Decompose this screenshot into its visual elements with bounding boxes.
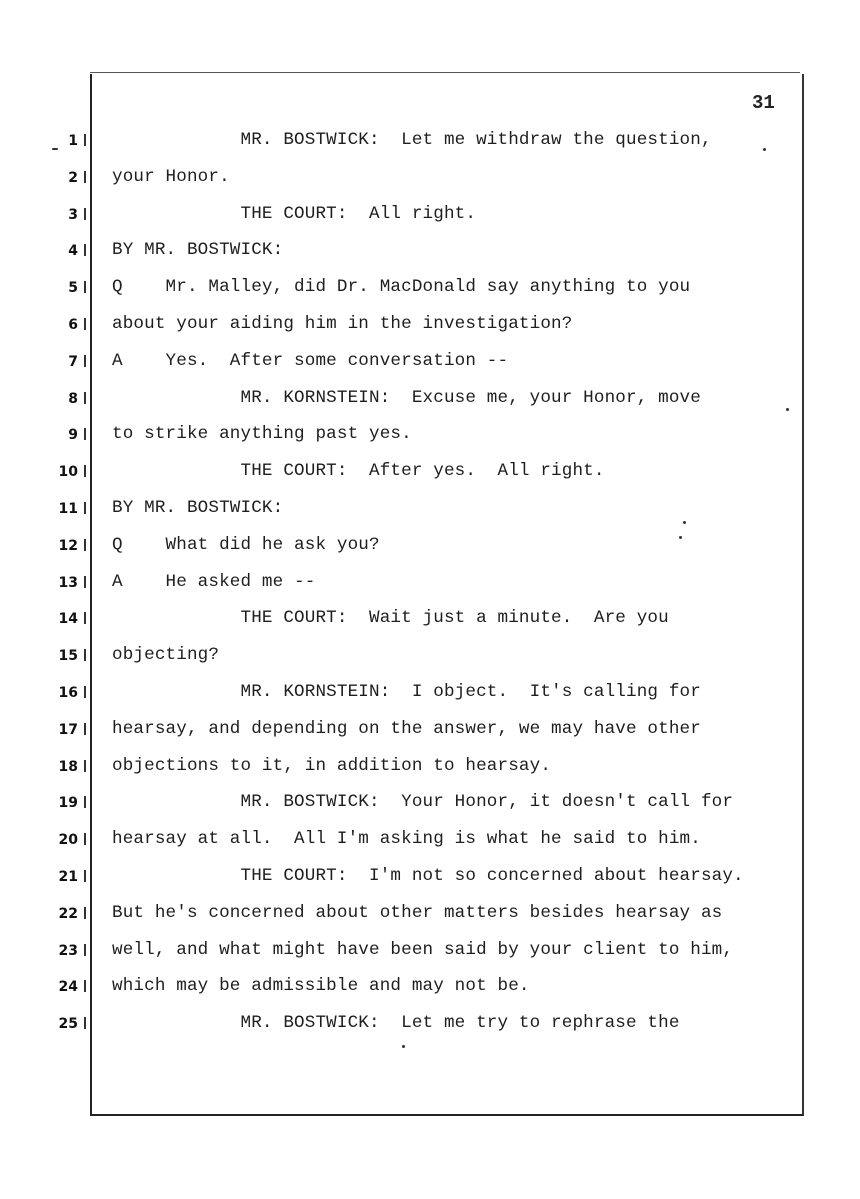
margin-tick — [84, 392, 86, 404]
transcript-line: objecting? — [112, 645, 220, 666]
margin-tick — [84, 649, 86, 661]
scan-speck — [763, 148, 766, 151]
transcript-line: hearsay, and depending on the answer, we may have other — [112, 718, 701, 739]
margin-tick — [84, 723, 86, 735]
line-number: 23 — [58, 942, 78, 959]
line-number: 4 — [68, 243, 78, 260]
line-number: 25 — [58, 1016, 78, 1033]
line-number: 8 — [68, 390, 78, 407]
line-number: 10 — [58, 464, 78, 481]
transcript-line: BY MR. BOSTWICK: — [112, 240, 284, 261]
margin-tick — [84, 355, 86, 367]
line-number: 7 — [68, 353, 78, 370]
transcript-line: hearsay at all. All I'm asking is what he said to him. — [112, 829, 701, 850]
transcript-line: to strike anything past yes. — [112, 424, 412, 445]
transcript-line: objections to it, in addition to hearsay. — [112, 755, 552, 776]
margin-tick — [84, 686, 86, 698]
transcript-line: A He asked me -- — [112, 571, 316, 592]
page-frame-top — [90, 72, 800, 73]
scan-speck — [402, 1045, 405, 1048]
line-number: 5 — [68, 280, 78, 297]
margin-tick — [84, 833, 86, 845]
margin-tick — [84, 318, 86, 330]
transcript-line: BY MR. BOSTWICK: — [112, 498, 284, 518]
transcript-line: MR. BOSTWICK: Let me try to rephrase the — [112, 1013, 680, 1034]
page-frame — [90, 74, 804, 1116]
line-number: 18 — [58, 758, 78, 775]
line-number: 3 — [68, 206, 78, 223]
margin-tick — [84, 171, 86, 183]
margin-tick — [84, 134, 86, 146]
transcript-line: about your aiding him in the investigation? — [112, 314, 573, 334]
margin-tick — [84, 944, 86, 956]
line-number: 24 — [58, 979, 78, 996]
line-number: 12 — [58, 537, 78, 554]
line-number: 1 — [68, 133, 78, 149]
line-number: 11 — [58, 501, 78, 517]
transcript-line: well, and what might have been said by your client to him, — [112, 939, 734, 960]
margin-tick — [84, 576, 86, 588]
margin-tick — [84, 796, 86, 808]
line-number: 15 — [58, 648, 78, 665]
margin-tick — [84, 870, 86, 882]
line-number: 21 — [58, 869, 78, 885]
line-number: 14 — [58, 611, 78, 628]
margin-tick — [84, 244, 86, 256]
transcript-line: which may be admissible and may not be. — [112, 976, 530, 997]
line-number: 19 — [58, 795, 78, 812]
margin-tick — [84, 1017, 86, 1029]
transcript-line: A Yes. After some conversation -- — [112, 350, 509, 371]
line-number: 22 — [58, 905, 78, 922]
line-number: 2 — [68, 169, 78, 186]
scan-speck — [683, 521, 686, 524]
page-number: 31 — [752, 92, 775, 114]
margin-tick — [84, 208, 86, 220]
transcript-line: your Honor. — [112, 166, 230, 187]
margin-tick — [84, 428, 86, 440]
transcript-line: THE COURT: I'm not so concerned about hearsay. — [112, 866, 744, 886]
margin-tick — [84, 539, 86, 551]
scan-speck — [52, 148, 58, 150]
margin-tick — [84, 281, 86, 293]
scan-speck — [786, 408, 789, 411]
transcript-line: MR. KORNSTEIN: Excuse me, your Honor, move — [112, 387, 701, 408]
transcript-line: MR. BOSTWICK: Your Honor, it doesn't call for — [112, 792, 734, 813]
line-number: 16 — [58, 685, 78, 701]
line-number: 13 — [58, 574, 78, 591]
transcript-line: THE COURT: Wait just a minute. Are you — [112, 608, 669, 629]
transcript-line: Q Mr. Malley, did Dr. MacDonald say anything to you — [112, 277, 691, 298]
line-number: 6 — [68, 317, 78, 333]
margin-tick — [84, 907, 86, 919]
margin-tick — [84, 502, 86, 514]
line-number: 20 — [58, 832, 78, 849]
margin-tick — [84, 612, 86, 624]
line-number: 17 — [58, 721, 78, 738]
transcript-line: Q What did he ask you? — [112, 534, 380, 555]
transcript-line: THE COURT: After yes. All right. — [112, 461, 605, 482]
transcript-line: But he's concerned about other matters besides hearsay as — [112, 902, 723, 923]
margin-tick — [84, 760, 86, 772]
transcript-line: THE COURT: All right. — [112, 203, 477, 224]
scan-speck — [679, 536, 682, 539]
margin-tick — [84, 980, 86, 992]
transcript-line: MR. BOSTWICK: Let me withdraw the question, — [112, 130, 712, 150]
margin-tick — [84, 465, 86, 477]
line-number: 9 — [68, 427, 78, 444]
transcript-line: MR. KORNSTEIN: I object. It's calling for — [112, 682, 701, 702]
